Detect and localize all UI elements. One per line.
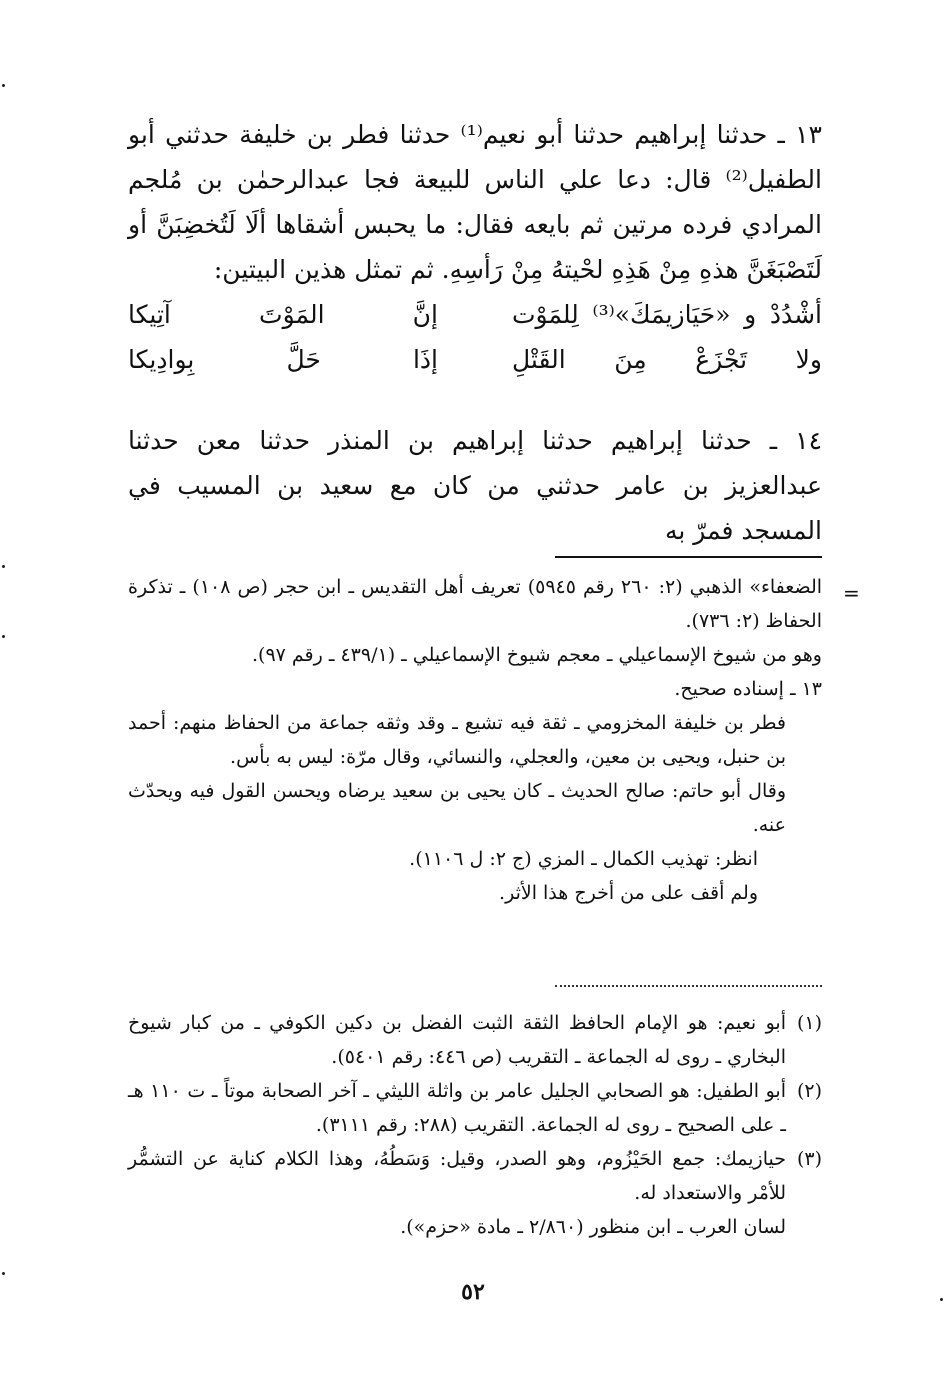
note-continued-references: الضعفاء» الذهبي (٢: ٢٦٠ رقم ٥٩٤٥) تعريف أهل التقديس ـ ابن حجر (ص ١٠٨) ـ تذكرة الحفاظ (٢: ٧٣٦). [128, 576, 823, 632]
footnotes [128, 1006, 822, 1244]
scan-edge-mark [2, 635, 5, 638]
footnote-separator-line [555, 556, 822, 558]
scan-edge-mark [2, 565, 5, 568]
note-abu-hatim: وقال أبو حاتم: صالح الحديث ـ كان يحيى بن سعيد يرضاه ويحسن القول فيه ويحدّث عنه. [128, 780, 786, 836]
poem-verse-2 [128, 337, 822, 382]
verse-1-first-hemistich: أشْدُدْ و «حَيَازيمَكَ»⁽³⁾ لِلمَوْت [512, 300, 822, 329]
footnote-number: (٣) [796, 1148, 822, 1170]
verse-2-first-hemistich: ولا تَجْزَعْ مِنَ القَتْلِ [512, 345, 822, 374]
footnotes-dotted-separator [555, 985, 822, 987]
footnote-number: (٢) [796, 1080, 822, 1102]
page-number: ٥٢ [461, 1279, 485, 1305]
footnote-text: حيازيمك: جمع الحَيْزُوم، وهو الصدر، وقيل: وَسَطُهُ، وهذا الكلام كناية عن التشمُّر للأمْر والاستعداد له. [128, 1148, 786, 1204]
note-not-found: ولم أقف على من أخرج هذا الأثر. [499, 882, 758, 904]
poem-verse-1 [128, 292, 822, 337]
commentary-notes [128, 570, 822, 910]
verse-2-second-hemistich: إذَا حَلَّ بِوادِيكا [128, 345, 438, 374]
hadith-13-paragraph: ١٣ ـ حدثنا إبراهيم حدثنا أبو نعيم⁽¹⁾ حدثنا فطر بن خليفة حدثني أبو الطفيل⁽²⁾ قال: دعا علي الناس للبيعة فجا عبدالرحمٰن بن مُلجم المرادي فرده مرتين ثم بايعه فقال: ما يحبس أشقاها ألَا لَتُخضِبَنَّ أو لَتَصْبَغَنَّ هذهِ مِنْ هَذِهِ لحْيتهُ مِنْ رَأسِهِ. ثم تمثل هذين البيتين: [128, 120, 822, 284]
verse-1-second-hemistich: إنَّ المَوْتَ آتِيكا [128, 300, 438, 329]
note-tahdhib-reference: انظر: تهذيب الكمال ـ المزي (ج ٢: ل ١١٠٦). [409, 848, 758, 870]
hadith-14-paragraph: ١٤ ـ حدثنا إبراهيم حدثنا إبراهيم بن المنذر حدثنا معن حدثنا عبدالعزيز بن عامر حدثني من كان مع سعيد بن المسيب في المسجد فمرّ به [128, 426, 822, 545]
scan-edge-mark [2, 1272, 5, 1275]
footnote-text: أبو الطفيل: هو الصحابي الجليل عامر بن واثلة الليثي ـ آخر الصحابة موتاً ـ ت ١١٠ هـ ـ على الصحيح ـ روى له الجماعة. التقريب (٢٨٨: رقم ٣١١١). [128, 1080, 786, 1136]
footnote-1 [128, 1006, 822, 1074]
footnote-2 [128, 1074, 822, 1142]
scan-edge-mark [940, 1298, 943, 1301]
note-13-isnad-verdict: ١٣ ـ إسناده صحيح. [674, 678, 822, 700]
footnote-3-source: لسان العرب ـ ابن منظور (٢/٨٦٠ ـ مادة «حزم»). [400, 1216, 786, 1238]
note-ismaili-sheikhs: وهو من شيوخ الإسماعيلي ـ معجم شيوخ الإسماعيلي ـ (٤٣٩/١ ـ رقم ٩٧). [252, 644, 822, 666]
scan-edge-mark [2, 84, 5, 87]
footnote-text: أبو نعيم: هو الإمام الحافظ الثقة الثبت الفضل بن دكين الكوفي ـ من كبار شيوخ البخاري ـ روى له الجماعة ـ التقريب (ص ٤٤٦: رقم ٥٤٠١). [128, 1012, 786, 1068]
note-fitr-ibn-khalifa: فطر بن خليفة المخزومي ـ ثقة فيه تشيع ـ وقد وثقه جماعة من الحفاظ منهم: أحمد بن حنبل، ويحيى بن معين، والعجلي، والنسائي، وقال مرّة: ليس به بأس. [128, 712, 786, 768]
continuation-marker: = [843, 581, 860, 605]
footnote-3 [128, 1142, 822, 1210]
footnote-number: (١) [796, 1012, 822, 1034]
